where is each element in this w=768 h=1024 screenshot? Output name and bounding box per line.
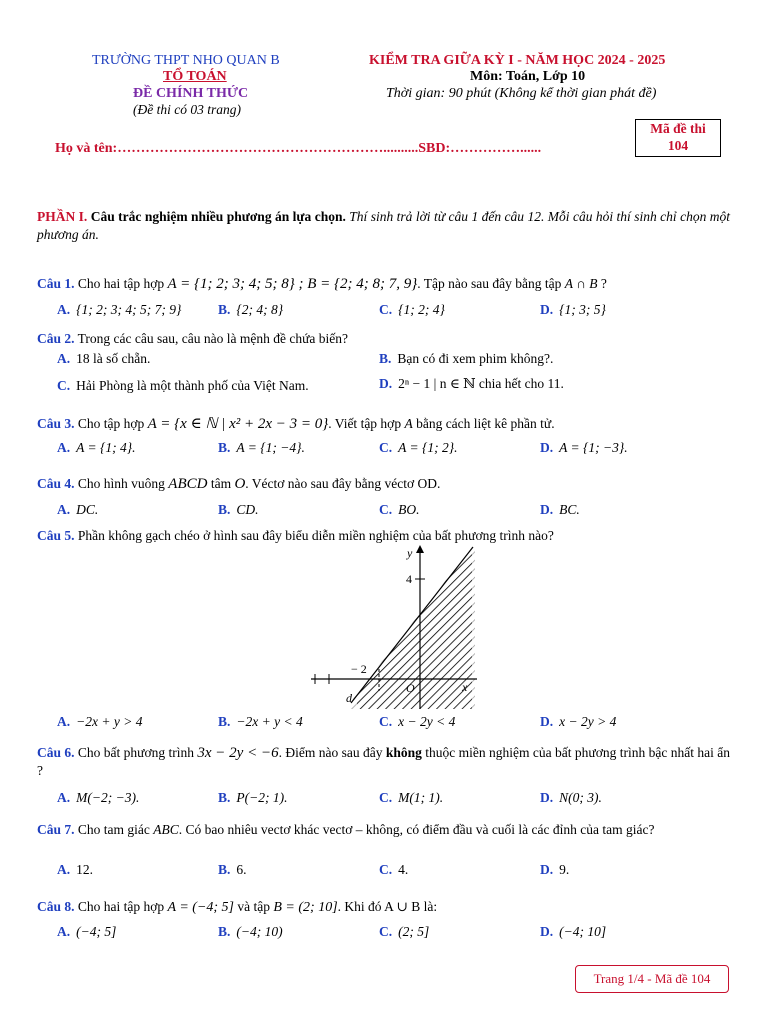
question-math: O [234,476,246,492]
option-value: 18 là số chẵn. [76,351,151,366]
question-label: Câu 5. [37,528,75,543]
option-label: D. [540,714,554,729]
option-5c[interactable] [379,714,455,730]
option-value: 4. [398,862,409,877]
school-name: TRƯỜNG THPT NHO QUAN B [92,53,280,68]
part1-instruction: Thí sinh trả lời từ câu 1 đến câu 12. Mỗi câu hỏi thí sinh chỉ chọn một phương án. [37,209,731,242]
option-8c[interactable] [379,924,429,940]
option-label: C. [379,924,393,939]
option-3c[interactable] [379,440,458,456]
question-text: Cho tam giác [74,822,154,837]
option-2a[interactable] [57,351,150,367]
question-text: . Véctơ nào sau đây bằng véctơ OD. [245,476,441,491]
option-label: B. [218,924,231,939]
option-value: {1; 3; 5} [559,302,606,317]
question-label: Câu 7. [37,822,75,837]
question-math: A = (−4; 5] [167,900,234,915]
question-label: Câu 8. [37,899,75,914]
option-label: C. [379,862,393,877]
option-value: CD. [236,502,259,517]
option-4b[interactable] [218,502,259,518]
option-label: A. [57,502,71,517]
question-text: Cho hình vuông [74,476,169,491]
option-1c[interactable] [379,302,445,318]
option-value: P(−2; 1). [236,790,288,805]
question-text: tâm [207,476,235,491]
question-3 [37,414,555,433]
question-text: Phần không gạch chéo ở hình sau đây biểu diễn miền nghiệm của bất phương trình nào? [74,528,554,543]
part1-heading [37,208,730,244]
option-value: A = {1; 2}. [398,440,458,455]
question-math: B = (2; 10] [273,900,338,915]
option-6c[interactable] [379,790,443,806]
option-value: −2x + y < 4 [236,714,303,729]
option-value: 9. [559,862,570,877]
option-value: 12. [76,862,93,877]
option-4d[interactable] [540,502,580,518]
option-label: A. [57,714,71,729]
question-math: A [404,416,413,431]
page-footer: Trang 1/4 - Mã đề 104 [575,965,729,993]
part1-title: PHẦN I. [37,209,88,224]
question-6 [37,744,730,780]
inequality-graph [305,543,480,710]
question-text: Cho bất phương trình [74,745,198,760]
question-4 [37,476,440,493]
question-bold: không [385,745,422,760]
x-tick-label: − 2 [351,662,367,676]
option-value: M(1; 1). [398,790,444,805]
question-7 [37,821,730,839]
y-axis-arrow [416,545,424,553]
y-tick-label: 4 [406,572,412,586]
option-value: DC. [76,502,99,517]
question-text: bằng cách liệt kê phần tử. [412,416,555,431]
question-text: Cho hai tập hợp [74,899,168,914]
option-2b[interactable] [379,351,553,367]
question-label: Câu 3. [37,416,75,431]
option-7a[interactable] [57,862,93,878]
exam-title: KIỂM TRA GIỮA KỲ I - NĂM HỌC 2024 - 2025 [369,53,666,68]
option-6a[interactable] [57,790,139,806]
option-label: B. [218,502,231,517]
option-label: B. [379,351,392,366]
option-value: Hải Phòng là một thành phố của Việt Nam. [76,378,309,393]
question-math: A = {x ∈ ℕ | x² + 2x − 3 = 0} [147,416,329,432]
department: TỔ TOÁN [163,69,227,84]
option-label: A. [57,924,71,939]
option-label: C. [379,440,393,455]
option-value: Bạn có đi xem phim không?. [397,351,554,366]
exam-time: Thời gian: 90 phút (Không kể thời gian phát đề) [386,86,657,101]
option-5d[interactable] [540,714,616,730]
option-label: D. [379,376,393,391]
option-label: D. [540,302,554,317]
option-1d[interactable] [540,302,606,318]
option-label: D. [540,790,554,805]
option-4a[interactable] [57,502,98,518]
official-label: ĐỀ CHÍNH THỨC [133,86,249,101]
exam-code-value: 104 [667,138,689,153]
option-label: B. [218,714,231,729]
line-label: d [346,691,352,705]
option-value: {1; 2; 3; 4; 5; 7; 9} [76,302,182,317]
x-axis-label: x [462,680,468,694]
option-3b[interactable] [218,440,305,456]
option-label: B. [218,440,231,455]
option-label: C. [379,502,393,517]
y-axis-label: y [407,546,413,560]
option-value: x − 2y < 4 [398,714,456,729]
question-label: Câu 1. [37,276,75,291]
question-text: . Có bao nhiêu vectơ khác vectơ – không, có điểm đầu và cuối là các đỉnh của tam giác? [178,822,655,837]
exam-code-box [635,119,721,157]
option-label: B. [218,862,231,877]
option-label: A. [57,440,71,455]
question-5 [37,528,554,544]
subject: Môn: Toán, Lớp 10 [470,69,586,84]
question-label: Câu 2. [37,331,75,346]
option-label: C. [379,302,393,317]
question-math: ABC [153,822,179,837]
question-text: thuộc miền nghiệm của bất phương trình bậc nhất hai ẩn ? [37,745,730,778]
part1-title-bold: Câu trắc nghiệm nhiều phương án lựa chọn. [87,209,346,224]
option-value: 2ⁿ − 1 | n ∈ ℕ chia hết cho 11. [398,376,564,391]
question-2 [37,331,348,347]
question-math: 3x − 2y < −6 [197,745,279,761]
question-text: Trong các câu sau, câu nào là mệnh đề chứa biến? [74,331,348,346]
option-label: C. [379,790,393,805]
option-6d[interactable] [540,790,602,806]
option-label: A. [57,790,71,805]
option-8a[interactable] [57,924,116,940]
option-label: C. [379,714,393,729]
question-text: Cho tập hợp [74,416,148,431]
option-3a[interactable] [57,440,136,456]
pages-note: (Đề thi có 03 trang) [133,102,241,117]
option-value: A = {1; −4}. [236,440,305,455]
option-value: M(−2; −3). [76,790,140,805]
option-8d[interactable] [540,924,606,940]
exam-code-label: Mã đề thi [650,121,706,136]
option-7d[interactable] [540,862,569,878]
option-value: (−4; 10] [559,924,607,939]
question-label: Câu 6. [37,745,75,760]
option-8b[interactable] [218,924,283,940]
option-value: BC. [559,502,580,517]
question-text: . Điểm nào sau đây [278,745,386,760]
option-value: {1; 2; 4} [398,302,445,317]
option-4c[interactable] [379,502,420,518]
option-value: (−4; 5] [76,924,117,939]
option-label: D. [540,440,554,455]
option-3d[interactable] [540,440,628,456]
option-value: {2; 4; 8} [236,302,284,317]
name-line: Họ và tên:…………………………………………………..........SBD:……………...... [55,141,542,156]
option-value: (−4; 10) [236,924,283,939]
option-value: BO. [398,502,420,517]
question-text: Cho hai tập hợp [74,276,168,291]
origin-label: O [406,681,415,695]
question-text: . Viết tập hợp [328,416,405,431]
option-1b[interactable] [218,302,283,318]
question-text: và tập [234,899,274,914]
option-label: A. [57,302,71,317]
option-label: D. [540,502,554,517]
option-value: 6. [236,862,247,877]
option-label: D. [540,924,554,939]
option-6b[interactable] [218,790,287,806]
question-label: Câu 4. [37,476,75,491]
option-1a[interactable] [57,302,181,318]
option-value: A = {1; 4}. [76,440,136,455]
option-value: (2; 5] [398,924,430,939]
question-text: ? [597,276,607,291]
option-2c[interactable] [57,378,309,394]
option-value: −2x + y > 4 [76,714,143,729]
question-text: . Khi đó A ∪ B là: [337,899,438,914]
question-1 [37,276,607,293]
option-7c[interactable] [379,862,408,878]
option-label: A. [57,862,71,877]
option-label: A. [57,351,71,366]
option-label: B. [218,302,231,317]
question-math: A = {1; 2; 3; 4; 5; 8} ; B = {2; 4; 8; 7, 9} [167,276,418,292]
option-5b[interactable] [218,714,303,730]
option-value: A = {1; −3}. [559,440,628,455]
option-7b[interactable] [218,862,247,878]
option-2d[interactable] [379,376,564,392]
option-value: N(0; 3). [559,790,602,805]
option-value: x − 2y > 4 [559,714,617,729]
option-label: C. [57,378,71,393]
question-math: ABCD [168,476,208,492]
option-label: B. [218,790,231,805]
option-5a[interactable] [57,714,142,730]
question-8 [37,899,437,916]
question-math: A ∩ B [564,276,598,291]
option-label: D. [540,862,554,877]
question-text: . Tập nào sau đây bằng tập [417,276,565,291]
